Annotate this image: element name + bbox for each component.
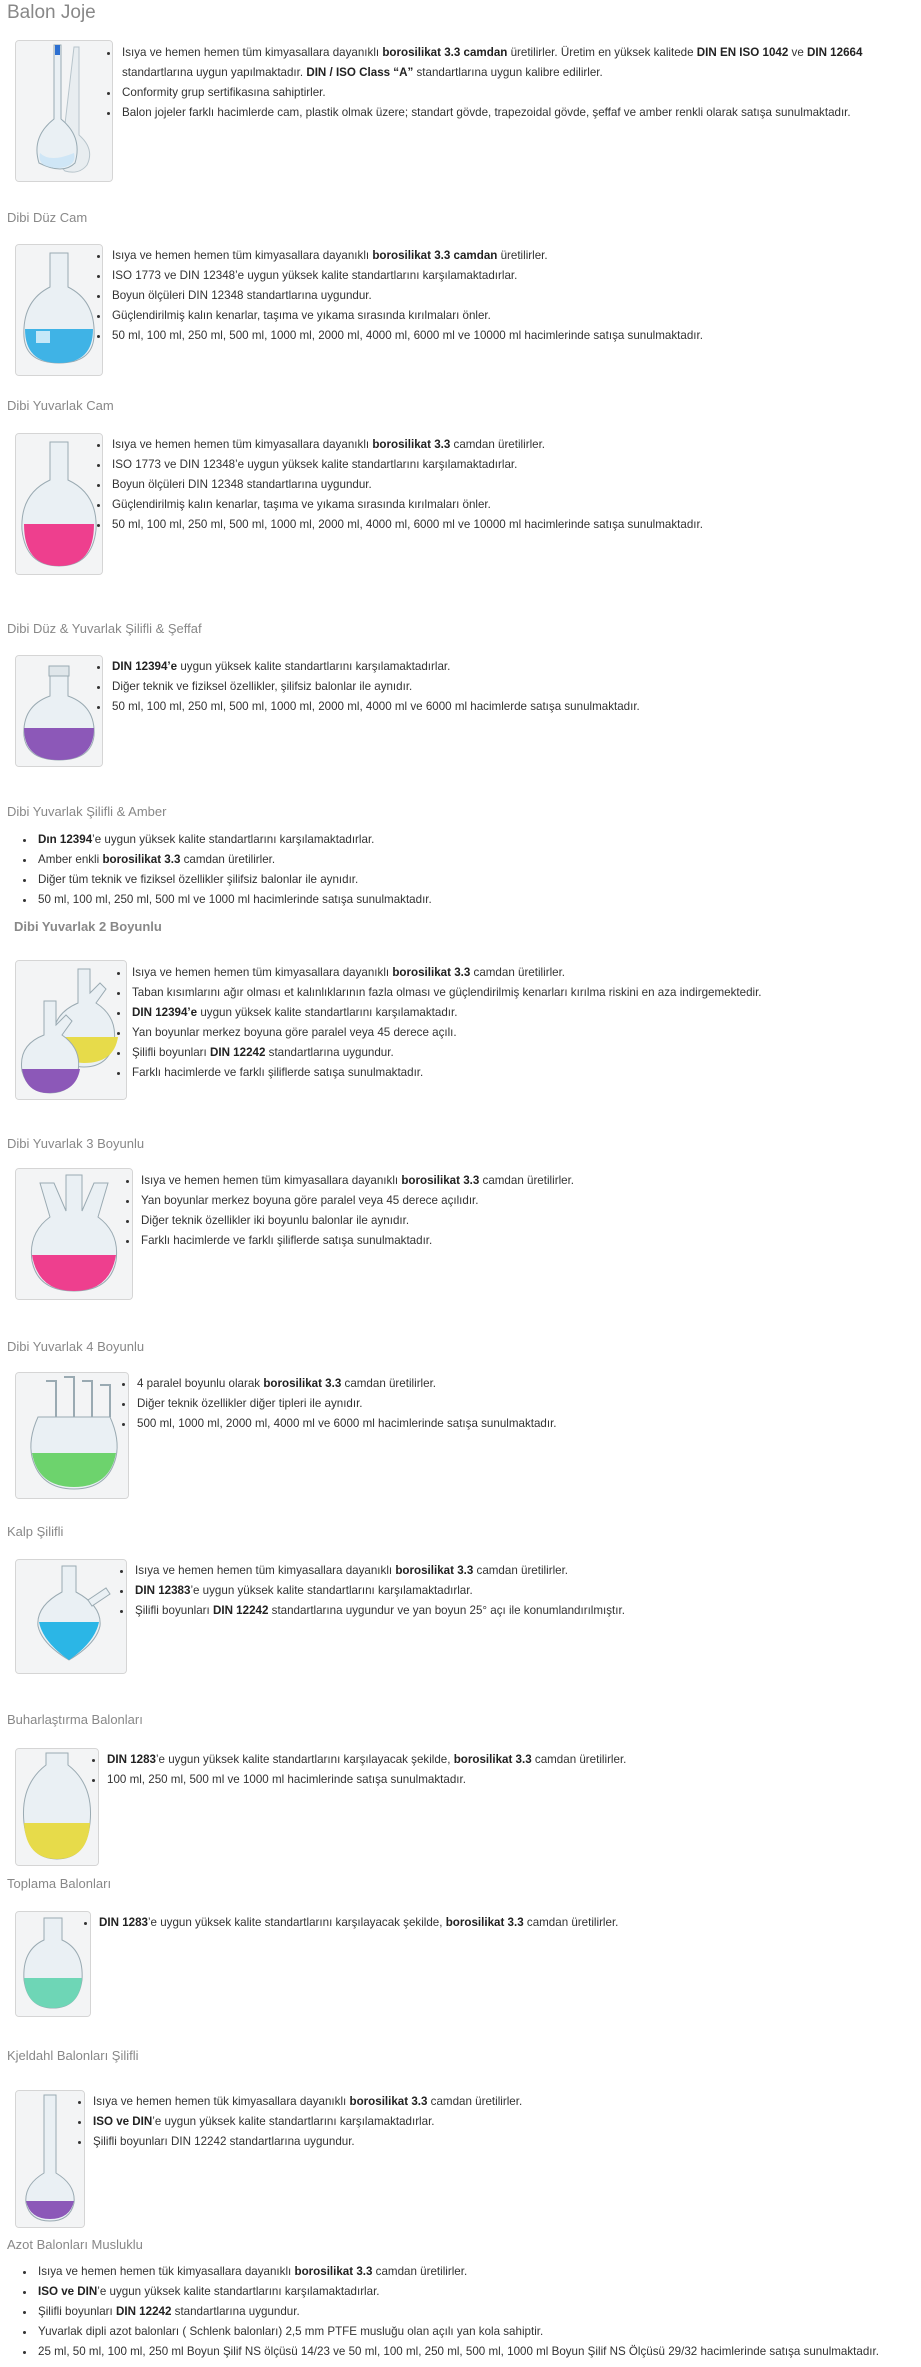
list-item: • 50 ml, 100 ml, 250 ml, 500 ml, 1000 ml, 2000 ml, 4000 ml ve 6000 ml hacimlerde satışa sunulmaktadır. <box>110 697 640 717</box>
section-title-dibi-duz-yuvarlak-silifli: Dibi Düz & Yuvarlak Şilifli & Şeffaf <box>7 621 202 636</box>
section-title-dibi-yuvarlak-silifli-amber: Dibi Yuvarlak Şilifli & Amber <box>7 804 167 819</box>
list-item: • Taban kısımlarını ağır olması et kalınlıklarının fazla olması ve güçlendirilmiş kenarları kırılma riskini en aza indirgemektedir. <box>130 983 762 1003</box>
list-item: • Güçlendirilmiş kalın kenarlar, taşıma ve yıkama sırasında kırılmaları önler. <box>110 495 703 515</box>
section-title-dibi-duz-cam: Dibi Düz Cam <box>7 210 88 225</box>
flat-bottom-flask-image <box>15 244 103 376</box>
list-item: • Yuvarlak dipli azot balonları ( Schlenk balonları) 2,5 mm PTFE musluğu olan açılı yan kola sahiptir. <box>36 2322 879 2342</box>
list-item: • Balon jojeler farklı hacimlerde cam, plastik olmak üzere; standart gövde, trapezoidal gövde, şeffaf ve amber renkli olarak satışa sunulmaktadır. <box>120 103 862 123</box>
three-neck-flask-image <box>15 1168 133 1300</box>
section-title-dibi-yuvarlak-cam: Dibi Yuvarlak Cam <box>7 398 114 413</box>
list-item: • 100 ml, 250 ml, 500 ml ve 1000 ml hacimlerinde satışa sunulmaktadır. <box>105 1770 626 1790</box>
list-item: • Farklı hacimlerde ve farklı şiliflerde satışa sunulmaktadır. <box>139 1231 574 1251</box>
section-title-dibi-yuvarlak-2-boyunlu: Dibi Yuvarlak 2 Boyunlu <box>14 919 162 934</box>
list-item: • Amber enkli borosilikat 3.3 camdan üretilirler. <box>36 850 432 870</box>
section-title-dibi-yuvarlak-3-boyunlu: Dibi Yuvarlak 3 Boyunlu <box>7 1136 145 1151</box>
list-item: • Diğer teknik özellikler iki boyunlu balonlar ile aynıdır. <box>139 1211 574 1231</box>
list-item: • Şilifli boyunları DIN 12242 standartlarına uygundur. <box>130 1043 762 1063</box>
list-item: • Şilifli boyunları DIN 12242 standartlarına uygundur ve yan boyun 25° açı ile konumlandırılmıştır. <box>133 1601 625 1621</box>
section-0-list <box>108 43 862 123</box>
four-neck-flask-image <box>15 1372 129 1499</box>
list-item: • DIN 12394’e uygun yüksek kalite standartlarını karşılamaktadırlar. <box>110 657 640 677</box>
kjeldahl-flask-image <box>15 2090 85 2228</box>
evaporating-flask-image <box>15 1748 99 1866</box>
section-6-list <box>127 1171 574 1251</box>
section-11-list <box>79 2092 522 2152</box>
heart-shaped-flask-image <box>15 1559 127 1674</box>
list-item: • 500 ml, 1000 ml, 2000 ml, 4000 ml ve 6000 ml hacimlerinde satışa sunulmaktadır. <box>135 1414 557 1434</box>
section-4-list <box>24 830 432 910</box>
section-3-list <box>98 657 640 717</box>
section-title-kalp-silifli: Kalp Şilifli <box>7 1524 64 1539</box>
list-item: • Conformity grup sertifikasına sahiptirler. <box>120 83 862 103</box>
section-12-list <box>24 2262 879 2362</box>
section-9-list <box>93 1750 626 1790</box>
section-2-list <box>98 435 703 535</box>
list-item: • Yan boyunlar merkez boyuna göre paralel veya 45 derece açılıdır. <box>139 1191 574 1211</box>
section-title-kjeldahl-balonlari: Kjeldahl Balonları Şilifli <box>7 2048 139 2063</box>
list-item: • Dın 12394’e uygun yüksek kalite standartlarını karşılamaktadırlar. <box>36 830 432 850</box>
list-item: • DIN 1283’e uygun yüksek kalite standartlarını karşılayacak şekilde, borosilikat 3.3 camdan üretilirler. <box>97 1913 618 1933</box>
page-title: Balon Joje <box>7 2 96 23</box>
list-item: • 50 ml, 100 ml, 250 ml, 500 ml ve 1000 ml hacimlerinde satışa sunulmaktadır. <box>36 890 432 910</box>
list-item: • DIN 12383’e uygun yüksek kalite standartlarını karşılamaktadırlar. <box>133 1581 625 1601</box>
list-item: • Güçlendirilmiş kalın kenarlar, taşıma ve yıkama sırasında kırılmaları önler. <box>110 306 703 326</box>
list-item: • ISO 1773 ve DIN 12348’e uygun yüksek kalite standartlarını karşılamaktadırlar. <box>110 455 703 475</box>
list-item: • 25 ml, 50 ml, 100 ml, 250 ml Boyun Şilif NS ölçüsü 14/23 ve 50 ml, 100 ml, 250 ml, 500 ml, 1000 ml Boyun Şilif NS Ölçüsü 29/32 hacimlerinde satışa sunulmaktadır. <box>36 2342 879 2362</box>
list-item: • 4 paralel boyunlu olarak borosilikat 3.3 camdan üretilirler. <box>135 1374 557 1394</box>
list-item: • Diğer teknik ve fiziksel özellikler, şilifsiz balonlar ile aynıdır. <box>110 677 640 697</box>
list-item: • Yan boyunlar merkez boyuna göre paralel veya 45 derece açılı. <box>130 1023 762 1043</box>
list-item: • Diğer teknik özellikler diğer tipleri ile aynıdır. <box>135 1394 557 1414</box>
section-title-dibi-yuvarlak-4-boyunlu: Dibi Yuvarlak 4 Boyunlu <box>7 1339 145 1354</box>
section-title-azot-balonlari-musluklu: Azot Balonları Musluklu <box>7 2237 143 2252</box>
list-item: • Isıya ve hemen hemen tüm kimyasallara dayanıklı borosilikat 3.3 camdan üretilirler. <box>139 1171 574 1191</box>
list-item: standartlarına uygun yapılmaktadır. DIN / ISO Class “A” standartlarına uygun kalibre edilirler. <box>122 66 603 79</box>
list-item: • Isıya ve hemen hemen tük kimyasallara dayanıklı borosilikat 3.3 camdan üretilirler. <box>36 2262 879 2282</box>
list-item: • Boyun ölçüleri DIN 12348 standartlarına uygundur. <box>110 475 703 495</box>
section-7-list <box>123 1374 557 1434</box>
list-item: • Isıya ve hemen hemen tüm kimyasallara dayanıklı borosilikat 3.3 camdan üretilirler. <box>133 1561 625 1581</box>
volumetric-flask-image <box>15 40 113 182</box>
list-item: • Farklı hacimlerde ve farklı şiliflerde satışa sunulmaktadır. <box>130 1063 762 1083</box>
list-item: • ISO ve DIN’e uygun yüksek kalite standartlarını karşılamaktadırlar. <box>91 2112 522 2132</box>
list-item: • 50 ml, 100 ml, 250 ml, 500 ml, 1000 ml, 2000 ml, 4000 ml, 6000 ml ve 10000 ml hacimlerinde satışa sunulmaktadır. <box>110 326 703 346</box>
list-item: • Şilifli boyunları DIN 12242 standartlarına uygundur. <box>91 2132 522 2152</box>
list-item: • DIN 12394’e uygun yüksek kalite standartlarını karşılamaktadır. <box>130 1003 762 1023</box>
list-item: • 50 ml, 100 ml, 250 ml, 500 ml, 1000 ml, 2000 ml, 4000 ml, 6000 ml ve 10000 ml hacimlerinde satışa sunulmaktadır. <box>110 515 703 535</box>
list-item: • Isıya ve hemen hemen tüm kimyasallara dayanıklı borosilikat 3.3 camdan üretilirler. <box>110 435 703 455</box>
list-item: • DIN 1283’e uygun yüksek kalite standartlarını karşılayacak şekilde, borosilikat 3.3 camdan üretilirler. <box>105 1750 626 1770</box>
list-item: • Isıya ve hemen hemen tüm kimyasallara dayanıklı borosilikat 3.3 camdan üretilirler. <box>130 963 762 983</box>
list-item: • Isıya ve hemen hemen tüm kimyasallara dayanıklı borosilikat 3.3 camdan üretilirler. Üretim en yüksek kalitede DIN EN ISO 1042 ve DIN 12664 <box>120 43 862 63</box>
section-title-buharlastirma-balonlari: Buharlaştırma Balonları <box>7 1712 143 1727</box>
section-10-list <box>85 1913 618 1933</box>
section-1-list <box>98 246 703 346</box>
list-item: • ISO 1773 ve DIN 12348’e uygun yüksek kalite standartlarını karşılamaktadırlar. <box>110 266 703 286</box>
two-neck-flask-image <box>15 960 127 1100</box>
list-item: • ISO ve DIN’e uygun yüksek kalite standartlarını karşılamaktadırlar. <box>36 2282 879 2302</box>
list-item: • Boyun ölçüleri DIN 12348 standartlarına uygundur. <box>110 286 703 306</box>
round-bottom-flask-image <box>15 433 103 575</box>
list-item: • Şilifli boyunları DIN 12242 standartlarına uygundur. <box>36 2302 879 2322</box>
section-title-toplama-balonlari: Toplama Balonları <box>7 1876 112 1891</box>
section-8-list <box>121 1561 625 1621</box>
collecting-flask-image <box>15 1911 91 2017</box>
list-item: • Diğer tüm teknik ve fiziksel özellikler şilifsiz balonlar ile aynıdır. <box>36 870 432 890</box>
list-item: • Isıya ve hemen hemen tüm kimyasallara dayanıklı borosilikat 3.3 camdan üretilirler. <box>110 246 703 266</box>
ground-joint-flask-image <box>15 655 103 767</box>
list-item: • Isıya ve hemen hemen tük kimyasallara dayanıklı borosilikat 3.3 camdan üretilirler. <box>91 2092 522 2112</box>
section-5-list <box>118 963 762 1083</box>
